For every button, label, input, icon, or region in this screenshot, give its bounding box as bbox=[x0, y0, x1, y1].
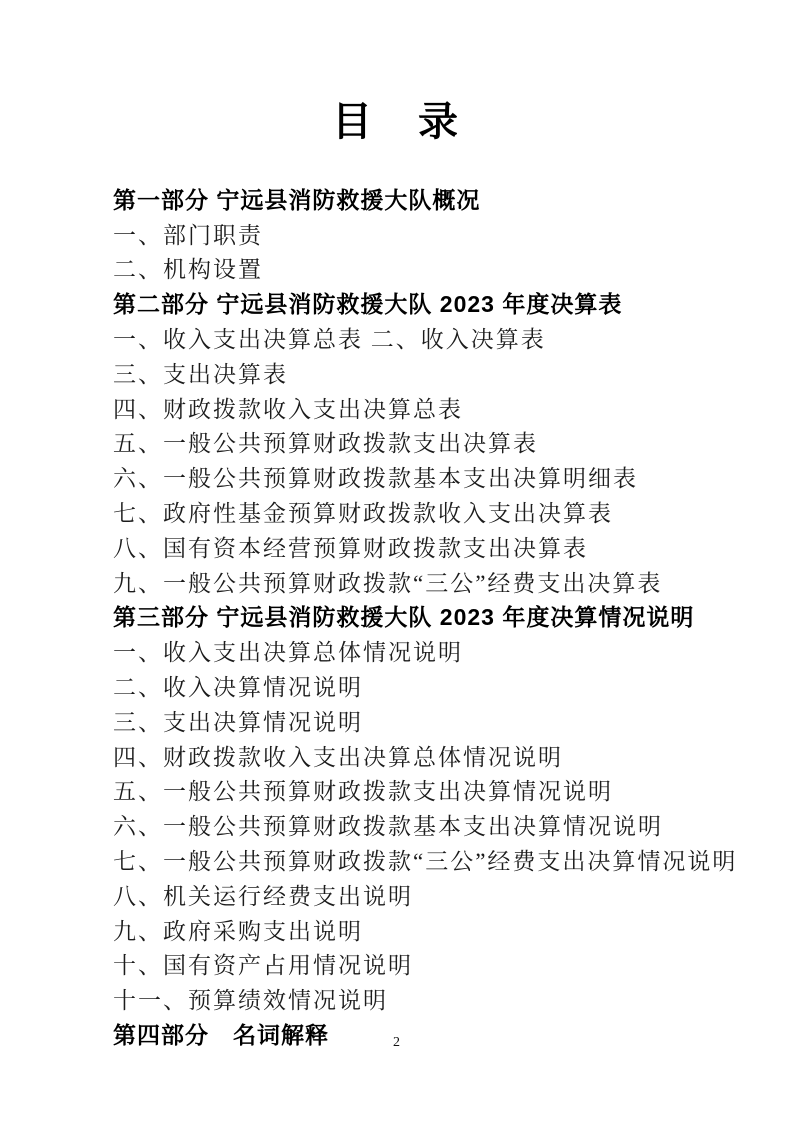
toc-item: 七、政府性基金预算财政拨款收入支出决算表 bbox=[113, 501, 613, 527]
toc-item: 九、一般公共预算财政拨款“三公”经费支出决算表 bbox=[113, 570, 663, 596]
toc-item: 八、国有资本经营预算财政拨款支出决算表 bbox=[113, 535, 588, 561]
toc-item: 一、部门职责 bbox=[113, 222, 263, 248]
table-of-contents bbox=[113, 181, 738, 1051]
toc-item: 七、一般公共预算财政拨款“三公”经费支出决算情况说明 bbox=[113, 849, 738, 875]
toc-item: 一、收入支出决算总表 二、收入决算表 bbox=[113, 327, 546, 353]
toc-section-header: 第三部分 宁远县消防救援大队 2023 年度决算情况说明 bbox=[113, 604, 695, 631]
toc-section-header: 第二部分 宁远县消防救援大队 2023 年度决算表 bbox=[113, 291, 623, 318]
toc-item: 三、支出决算情况说明 bbox=[113, 709, 363, 735]
toc-item: 五、一般公共预算财政拨款支出决算情况说明 bbox=[113, 779, 613, 805]
toc-item: 九、政府采购支出说明 bbox=[113, 918, 363, 944]
toc-item: 四、财政拨款收入支出决算总体情况说明 bbox=[113, 744, 563, 770]
toc-item: 六、一般公共预算财政拨款基本支出决算情况说明 bbox=[113, 814, 663, 840]
toc-item: 六、一般公共预算财政拨款基本支出决算明细表 bbox=[113, 466, 638, 492]
toc-item: 五、一般公共预算财政拨款支出决算表 bbox=[113, 431, 538, 457]
toc-section-header: 第一部分 宁远县消防救援大队概况 bbox=[113, 186, 481, 213]
page-number: 2 bbox=[393, 1035, 400, 1050]
toc-item: 四、财政拨款收入支出决算总表 bbox=[113, 396, 463, 422]
toc-title: 目 录 bbox=[332, 100, 461, 144]
toc-item: 一、收入支出决算总体情况说明 bbox=[113, 640, 463, 666]
toc-item: 二、机构设置 bbox=[113, 257, 263, 283]
toc-item: 八、机关运行经费支出说明 bbox=[113, 883, 413, 909]
toc-item: 十一、预算绩效情况说明 bbox=[113, 988, 388, 1014]
toc-item: 二、收入决算情况说明 bbox=[113, 675, 363, 701]
toc-item: 十、国有资产占用情况说明 bbox=[113, 953, 413, 979]
toc-section-header: 第四部分 名词解释 bbox=[113, 1022, 329, 1049]
toc-item: 三、支出决算表 bbox=[113, 361, 288, 387]
